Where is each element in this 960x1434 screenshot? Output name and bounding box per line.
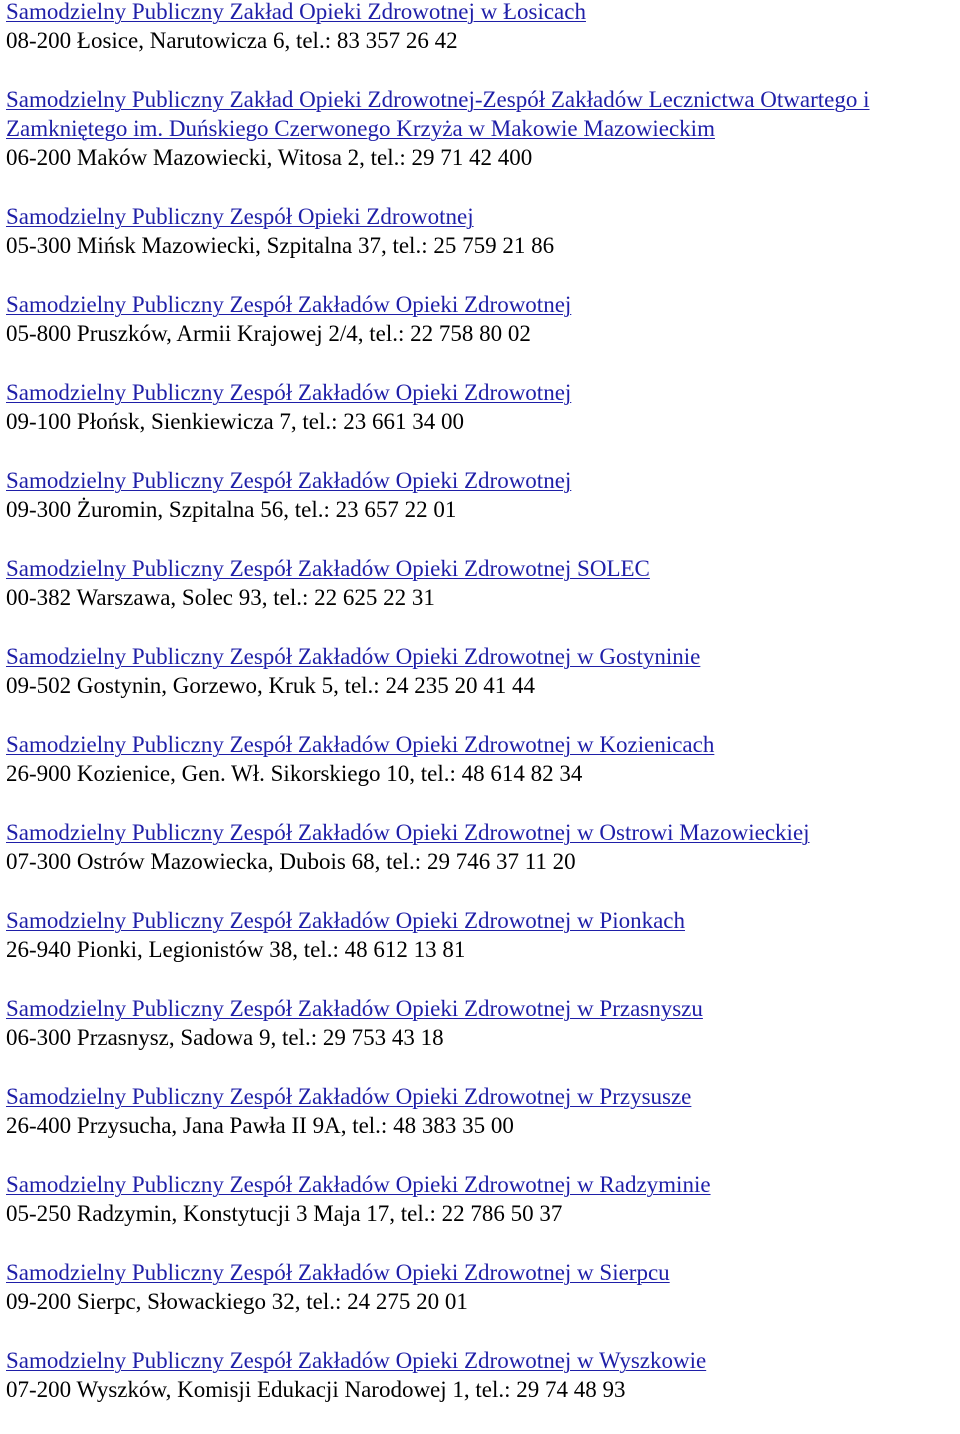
facility-address: 06-300 Przasnysz, Sadowa 9, tel.: 29 753 43 18 (6, 1025, 444, 1050)
facility-address: 00-382 Warszawa, Solec 93, tel.: 22 625 22 31 (6, 585, 435, 610)
facility-entry (6, 1170, 960, 1258)
facility-address: 08-200 Łosice, Narutowicza 6, tel.: 83 357 26 42 (6, 28, 458, 53)
facility-entry (6, 1082, 960, 1170)
facility-name-link[interactable]: Samodzielny Publiczny Zespół Zakładów Opieki Zdrowotnej SOLEC (6, 556, 650, 581)
facility-address: 05-250 Radzymin, Konstytucji 3 Maja 17, tel.: 22 786 50 37 (6, 1201, 563, 1226)
facility-name-link[interactable]: Samodzielny Publiczny Zespół Zakładów Opieki Zdrowotnej w Ostrowi Mazowieckiej (6, 820, 810, 845)
facility-name-link[interactable]: Samodzielny Publiczny Zespół Zakładów Opieki Zdrowotnej w Przysusze (6, 1084, 692, 1109)
facility-name-link[interactable]: Samodzielny Publiczny Zespół Opieki Zdrowotnej (6, 204, 474, 229)
facility-address: 05-300 Mińsk Mazowiecki, Szpitalna 37, tel.: 25 759 21 86 (6, 233, 555, 258)
facility-address: 07-300 Ostrów Mazowiecka, Dubois 68, tel.: 29 746 37 11 20 (6, 849, 576, 874)
facility-address: 05-800 Pruszków, Armii Krajowej 2/4, tel.: 22 758 80 02 (6, 321, 531, 346)
facility-entry (6, 906, 960, 994)
facility-name-link[interactable]: Samodzielny Publiczny Zakład Opieki Zdrowotnej w Łosicach (6, 0, 586, 24)
facility-name-link[interactable]: Samodzielny Publiczny Zespół Zakładów Opieki Zdrowotnej (6, 292, 572, 317)
facility-address: 26-940 Pionki, Legionistów 38, tel.: 48 612 13 81 (6, 937, 466, 962)
facility-entry (6, 818, 960, 906)
facility-entry (6, 1346, 960, 1434)
facility-name-link[interactable]: Samodzielny Publiczny Zespół Zakładów Opieki Zdrowotnej w Kozienicach (6, 732, 715, 757)
facility-address: 09-100 Płońsk, Sienkiewicza 7, tel.: 23 661 34 00 (6, 409, 465, 434)
facility-address: 06-200 Maków Mazowiecki, Witosa 2, tel.: 29 71 42 400 (6, 145, 533, 170)
facility-entry (6, 378, 960, 466)
facility-entry (6, 642, 960, 730)
facility-address: 09-300 Żuromin, Szpitalna 56, tel.: 23 657 22 01 (6, 497, 457, 522)
facility-address: 26-400 Przysucha, Jana Pawła II 9A, tel.: 48 383 35 00 (6, 1113, 514, 1138)
facility-name-link[interactable]: Samodzielny Publiczny Zespół Zakładów Opieki Zdrowotnej w Pionkach (6, 908, 686, 933)
facility-name-link[interactable]: Samodzielny Publiczny Zespół Zakładów Opieki Zdrowotnej w Sierpcu (6, 1260, 670, 1285)
facility-entry (6, 1258, 960, 1346)
facility-entry (6, 85, 960, 202)
facility-entry (6, 730, 960, 818)
facility-entry (6, 994, 960, 1082)
facility-entry (6, 0, 960, 85)
facility-name-link[interactable]: Samodzielny Publiczny Zespół Zakładów Opieki Zdrowotnej w Przasnyszu (6, 996, 703, 1021)
facility-address: 26-900 Kozienice, Gen. Wł. Sikorskiego 10, tel.: 48 614 82 34 (6, 761, 583, 786)
facility-entry (6, 202, 960, 290)
facility-entry (6, 290, 960, 378)
facility-list (6, 0, 960, 1434)
facility-entry (6, 554, 960, 642)
facility-name-link[interactable]: Samodzielny Publiczny Zespół Zakładów Opieki Zdrowotnej w Wyszkowie (6, 1348, 707, 1373)
facility-entry (6, 466, 960, 554)
facility-address: 09-502 Gostynin, Gorzewo, Kruk 5, tel.: 24 235 20 41 44 (6, 673, 535, 698)
facility-name-link[interactable]: Samodzielny Publiczny Zespół Zakładów Opieki Zdrowotnej (6, 380, 572, 405)
facility-name-link[interactable]: Samodzielny Publiczny Zespół Zakładów Opieki Zdrowotnej (6, 468, 572, 493)
facility-name-link[interactable]: Samodzielny Publiczny Zespół Zakładów Opieki Zdrowotnej w Radzyminie (6, 1172, 711, 1197)
facility-address: 07-200 Wyszków, Komisji Edukacji Narodowej 1, tel.: 29 74 48 93 (6, 1377, 626, 1402)
facility-name-link[interactable]: Samodzielny Publiczny Zespół Zakładów Opieki Zdrowotnej w Gostyninie (6, 644, 701, 669)
facility-name-link[interactable]: Samodzielny Publiczny Zakład Opieki Zdrowotnej-Zespół Zakładów Lecznictwa Otwartego i Zamkniętego im. Duńskiego Czerwonego Krzyża w Makowie Mazowieckim (6, 87, 870, 141)
facility-address: 09-200 Sierpc, Słowackiego 32, tel.: 24 275 20 01 (6, 1289, 468, 1314)
